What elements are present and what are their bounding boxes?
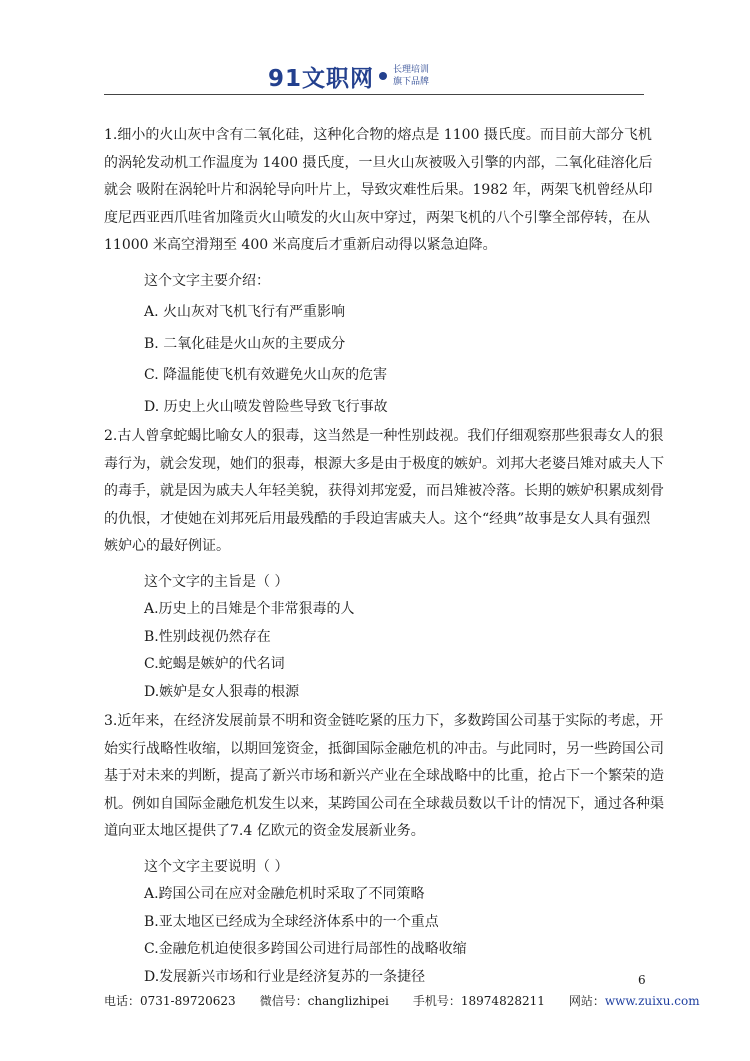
passage-line: 嫉妒心的最好例证。 [104,538,230,554]
passage-line: 的仇恨，才使她在刘邦死后用最残酷的手段迫害戚夫人。这个“经典”故事是女人具有强烈 [104,510,651,527]
logo-tagline-1: 长理培训 [393,65,430,75]
question-1-prompt: 这个文字主要介绍： [144,272,270,289]
question-3-passage [104,708,664,846]
footer-website-link[interactable]: www.zuixu.com [604,994,700,1008]
logo-tagline-2: 旗下品牌 [393,77,430,87]
question-2-prompt: 这个文字的主旨是（ ） [144,573,289,590]
question-2-option-a: A.历史上的吕雉是个非常狠毒的人 [144,601,355,617]
footer-phone: 电话：0731-89720623 [104,994,236,1008]
header-logo [268,62,429,90]
passage-line: 11000 米高空滑翔至 400 米高度后才重新启动得以紧急迫降。 [104,237,497,253]
question-3-option-a: A.跨国公司在应对金融危机时采取了不同策略 [144,886,425,902]
passage-line: 的毒手，就是因为戚夫人年轻美貌，获得刘邦宠爱，而吕雉被冷落。长期的嫉妒积累成刻骨 [104,483,664,499]
logo-tagline [393,64,429,88]
page-number: 6 [638,973,646,987]
question-1-passage [104,122,653,260]
question-2-passage [104,423,664,561]
passage-line: 机。例如自国际金融危机发生以来，某跨国公司在全球裁员数以千计的情况下，通过各种渠 [104,795,664,812]
passage-line: 度尼西亚西爪哇省加隆贡火山喷发的火山灰中穿过，两架飞机的八个引擎全部停转，在从 [104,209,650,226]
passage-line: 始实行战略性收缩，以期回笼资金，抵御国际金融危机的冲击。与此同时，另一些跨国公司 [104,740,664,757]
passage-line: 3.近年来，在经济发展前景不明和资金链吃紧的压力下，多数跨国公司基于实际的考虑，开 [104,713,664,729]
footer-mobile: 手机号：18974828211 [412,994,545,1008]
question-3-option-c: C.金融危机迫使很多跨国公司进行局部性的战略收缩 [144,941,467,957]
passage-line: 2.古人曾拿蛇蝎比喻女人的狠毒，这当然是一种性别歧视。我们仔细观察那些狠毒女人的狠 [104,428,664,444]
footer-wechat: 微信号：changlizhipei [259,994,389,1008]
passage-line: 基于对未来的判断，提高了新兴市场和新兴产业在全球战略中的比重，抢占下一个繁荣的造 [104,768,664,784]
document-body [104,122,664,991]
logo-text: 91文职网 [268,65,375,92]
passage-line: 1.细小的火山灰中含有二氧化硅，这种化合物的熔点是 1100 摄氏度。而目前大部分飞机 [104,127,652,143]
question-1-option-b: B. 二氧化硅是火山灰的主要成分 [144,335,346,352]
passage-line: 毒行为，就会发现，她们的狠毒，根源大多是由于极度的嫉妒。刘邦大老婆吕雉对戚夫人下 [104,455,664,472]
question-3-option-b: B.亚太地区已经成为全球经济体系中的一个重点 [144,913,439,930]
header-divider [104,94,644,95]
question-1-option-a: A. 火山灰对飞机飞行有严重影响 [144,304,346,320]
footer-website-label: 网站： [568,994,605,1008]
logo-dot-icon [379,72,387,80]
question-1-option-c: C. 降温能使飞机有效避免火山灰的危害 [144,367,388,383]
passage-line: 的涡轮发动机工作温度为 1400 摄氏度，一旦火山灰被吸入引擎的内部，二氧化硅溶化后 [104,154,653,171]
question-2-option-c: C.蛇蝎是嫉妒的代名词 [144,656,285,672]
question-3-prompt: 这个文字主要说明（ ） [144,858,289,875]
footer-website [569,992,700,1009]
question-3-option-d: D.发展新兴市场和行业是经济复苏的一条捷径 [144,968,426,985]
question-1-option-d: D. 历史上火山喷发曾险些导致飞行事故 [144,398,388,415]
question-2-option-b: B.性别歧视仍然存在 [144,628,271,645]
question-2-option-d: D.嫉妒是女人狠毒的根源 [144,683,300,700]
footer [104,992,700,1009]
passage-line: 道向亚太地区提供了7.4 亿欧元的资金发展新业务。 [104,823,425,839]
passage-line: 就会 吸附在涡轮叶片和涡轮导向叶片上，导致灾难性后果。1982 年，两架飞机曾经从印 [104,182,653,198]
